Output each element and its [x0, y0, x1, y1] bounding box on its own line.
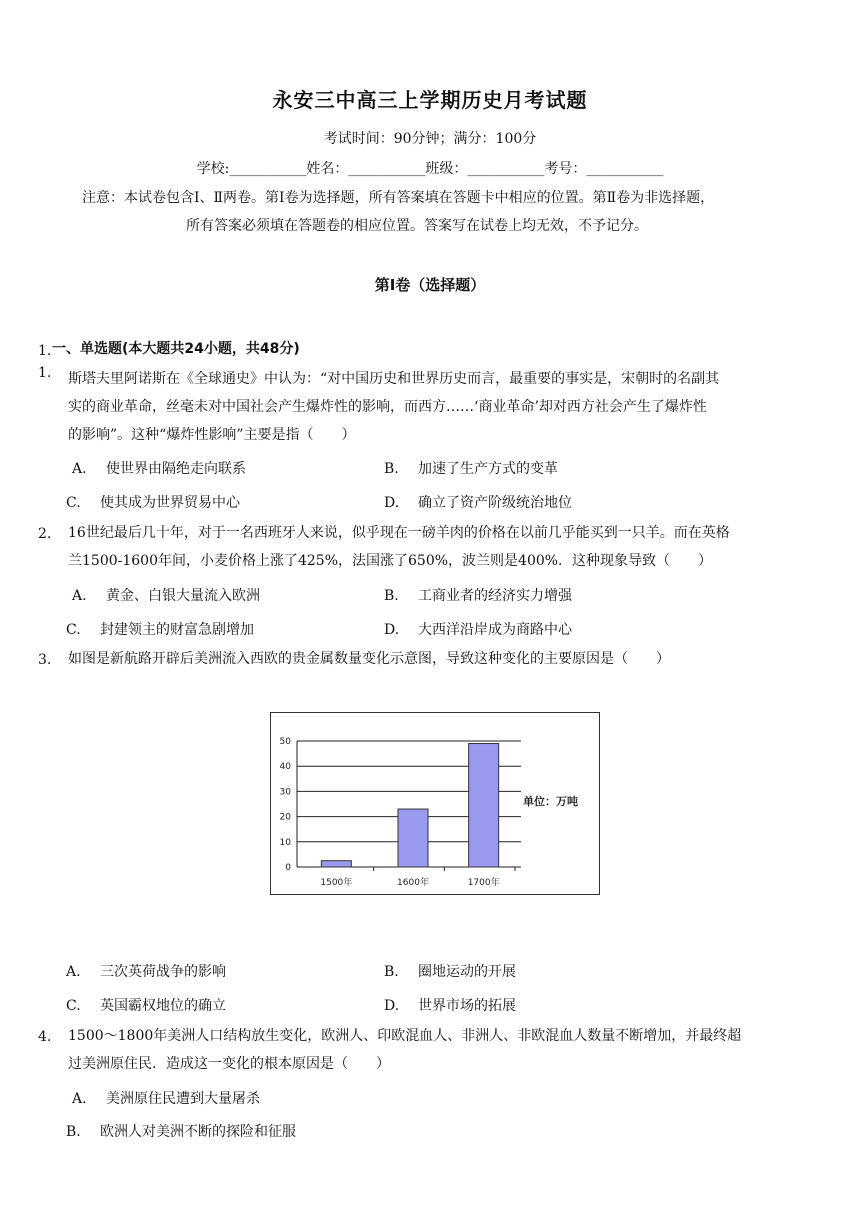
option-1c[interactable] — [66, 492, 240, 512]
option-1a[interactable] — [72, 458, 246, 478]
unit-label: 单位：万吨 — [523, 795, 578, 808]
part-title: 一、单选题(本大题共24小题，共48分) — [52, 341, 300, 357]
exam-info: 考试时间：90分钟；满分：100分 — [323, 131, 537, 147]
notice-line-1: 注意：本试卷包含Ⅰ、Ⅱ两卷。第Ⅰ卷为选择题，所有答案填在答题卡中相应的位置。第Ⅱ卷为非选择题， — [82, 190, 715, 206]
student-info-fields: 学校:___________姓名：___________班级：___________考号：___________ — [196, 161, 664, 177]
question-number-2: 2. — [38, 526, 52, 542]
bar-1500年 — [321, 861, 351, 867]
question-text-line: 的影响”。这种“爆炸性影响”主要是指（ ） — [68, 427, 356, 443]
y-tick-label: 40 — [279, 762, 291, 773]
option-letter: D. — [384, 622, 400, 638]
option-1b[interactable] — [384, 458, 558, 478]
option-letter: C. — [66, 622, 81, 638]
option-text: 大西洋沿岸成为商路中心 — [418, 622, 572, 638]
option-3d[interactable] — [384, 995, 516, 1015]
option-letter: D. — [384, 998, 400, 1014]
option-text: 工商业者的经济实力增强 — [418, 588, 572, 604]
question-number-4: 4. — [38, 1029, 52, 1045]
option-text: 英国霸权地位的确立 — [100, 998, 226, 1014]
option-letter: D. — [384, 495, 400, 511]
x-tick-label: 1500年 — [320, 878, 353, 888]
option-letter: A. — [72, 1091, 87, 1107]
exam-notice — [82, 184, 802, 240]
question-text-line: 实的商业革命，丝毫未对中国社会产生爆炸性的影响，而西方……‘商业革命’却对西方社会产生了爆炸性 — [68, 399, 707, 415]
option-2b[interactable] — [384, 585, 572, 605]
bar-chart-svg — [271, 713, 601, 896]
option-letter: A. — [66, 964, 81, 980]
question-text-line: 兰1500-1600年间，小麦价格上涨了425%，法国涨了650%，波兰则是400%．这种现象导致（ ） — [68, 553, 713, 569]
option-text: 使其成为世界贸易中心 — [100, 495, 240, 511]
question-1 — [38, 337, 798, 449]
option-text: 确立了资产阶级统治地位 — [418, 495, 572, 511]
option-4b[interactable] — [66, 1121, 296, 1141]
option-text: 欧洲人对美洲不断的探险和征服 — [100, 1124, 296, 1140]
y-tick-label: 10 — [279, 837, 291, 848]
option-letter: B. — [384, 588, 399, 604]
option-letter: C. — [66, 495, 81, 511]
y-tick-label: 0 — [285, 863, 291, 873]
question-number: 1. — [38, 343, 52, 359]
option-2c[interactable] — [66, 619, 254, 639]
option-3b[interactable] — [384, 961, 516, 981]
option-3c[interactable] — [66, 995, 226, 1015]
option-2a[interactable] — [72, 585, 260, 605]
section-title: 第Ⅰ卷（选择题） — [374, 276, 486, 294]
option-text: 圈地运动的开展 — [418, 964, 516, 980]
option-3a[interactable] — [66, 961, 226, 981]
option-4a[interactable] — [72, 1088, 260, 1108]
question-text-line: 16世纪最后几十年，对于一名西班牙人来说，似乎现在一磅羊肉的价格在以前几乎能买到一只羊。而在英格 — [68, 525, 730, 541]
question-4 — [68, 1022, 828, 1078]
question-number-3: 3. — [38, 652, 52, 668]
option-letter: B. — [66, 1124, 81, 1140]
option-letter: B. — [384, 964, 399, 980]
option-letter: B. — [384, 461, 399, 477]
question-number-1: 1. — [38, 365, 52, 381]
question-text-line: 过美洲原住民．造成这一变化的根本原因是（ ） — [68, 1056, 390, 1072]
question-text-line: 1500～1800年美洲人口结构放生变化，欧洲人、印欧混血人、非洲人、非欧混血人数量不断增加，并最终超 — [68, 1028, 742, 1044]
y-tick-label: 30 — [279, 787, 291, 798]
bar-1700年 — [469, 744, 499, 867]
precious-metal-chart — [270, 712, 600, 895]
notice-line-2: 所有答案必须填在答题卷的相应位置。答案写在试卷上均无效，不予记分。 — [186, 218, 648, 234]
question-text-line: 斯塔夫里阿诺斯在《全球通史》中认为：“对中国历史和世界历史而言，最重要的事实是，宋朝时的名副其 — [68, 371, 720, 387]
option-1d[interactable] — [384, 492, 572, 512]
option-text: 美洲原住民遭到大量屠杀 — [106, 1091, 260, 1107]
exam-title: 永安三中高三上学期历史月考试题 — [272, 88, 588, 112]
option-2d[interactable] — [384, 619, 572, 639]
x-tick-label: 1600年 — [397, 878, 429, 888]
y-tick-label: 20 — [279, 812, 291, 823]
option-text: 三次英荷战争的影响 — [100, 964, 226, 980]
option-text: 世界市场的拓展 — [418, 998, 516, 1014]
question-text-line: 如图是新航路开辟后美洲流入西欧的贵金属数量变化示意图，导致这种变化的主要原因是（ ） — [68, 651, 670, 667]
x-tick-label: 1700年 — [467, 878, 500, 888]
option-letter: A. — [72, 461, 87, 477]
option-text: 封建领主的财富急剧增加 — [100, 622, 254, 638]
option-text: 黄金、白银大量流入欧洲 — [106, 588, 260, 604]
bar-1600年 — [398, 809, 428, 867]
option-text: 加速了生产方式的变革 — [418, 461, 558, 477]
option-text: 使世界由隔绝走向联系 — [106, 461, 246, 477]
y-tick-label: 50 — [279, 737, 291, 747]
question-2 — [68, 519, 828, 575]
question-3 — [68, 645, 828, 673]
option-letter: C. — [66, 998, 81, 1014]
option-letter: A. — [72, 588, 87, 604]
